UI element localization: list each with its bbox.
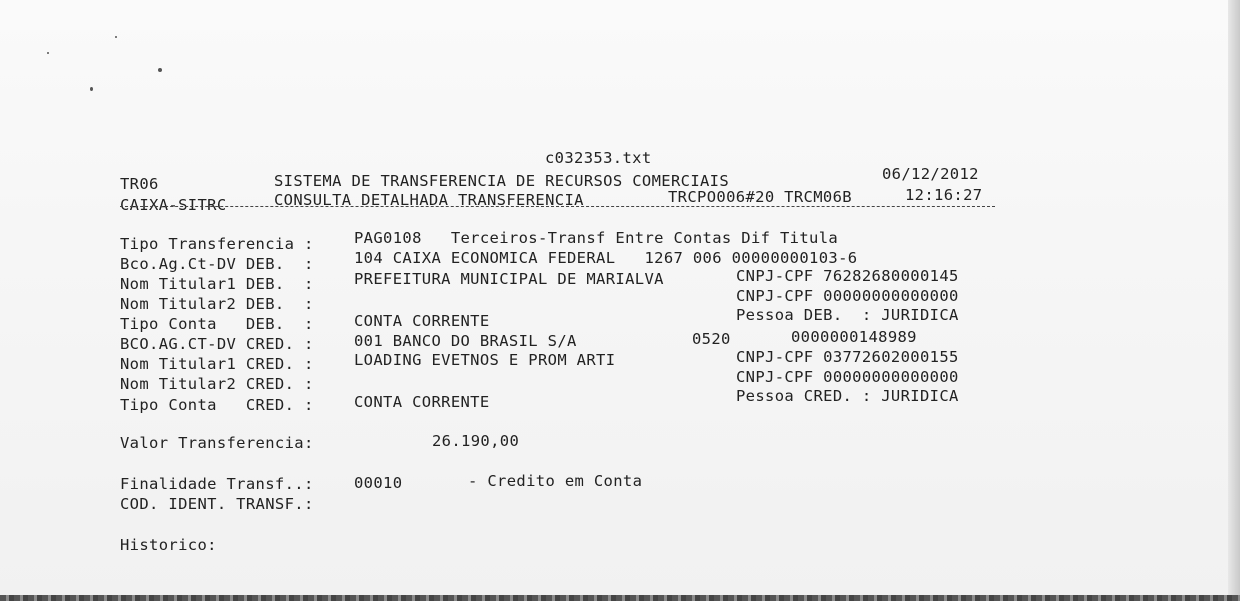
dashed-separator: [120, 206, 995, 207]
screen-title: CONSULTA DETALHADA TRANSFERENCIA: [274, 191, 584, 209]
bco-deb-label: Bco.Ag.Ct-DV DEB. :: [120, 255, 314, 273]
scan-speck: [90, 87, 93, 91]
cod-ident-label: COD. IDENT. TRANSF.:: [120, 495, 314, 513]
tipo-conta-cred-label: Tipo Conta CRED. :: [120, 396, 314, 414]
tipo-conta-deb-value: CONTA CORRENTE: [354, 312, 490, 330]
bco-cred-value: 001 BANCO DO BRASIL S/A: [354, 332, 577, 350]
tipo-conta-cred-value: CONTA CORRENTE: [354, 393, 490, 411]
paper-right-edge: [1228, 0, 1240, 601]
finalidade-desc: - Credito em Conta: [468, 472, 643, 490]
titular1-cred-label: Nom Titular1 CRED. :: [120, 355, 314, 373]
titular1-deb-cnpj: CNPJ-CPF 76282680000145: [736, 267, 959, 285]
finalidade-code: 00010: [354, 474, 403, 492]
pessoa-cred: Pessoa CRED. : JURIDICA: [736, 387, 959, 405]
bco-cred-label: BCO.AG.CT-DV CRED. :: [120, 335, 314, 353]
filename: c032353.txt: [545, 149, 652, 167]
titular1-cred-value: LOADING EVETNOS E PROM ARTI: [354, 351, 616, 369]
titular2-deb-cnpj: CNPJ-CPF 00000000000000: [736, 287, 959, 305]
header-app: CAIXA-SITRC: [120, 196, 227, 214]
valor-value: 26.190,00: [432, 432, 520, 450]
bco-cred-conta: 0000000148989: [791, 328, 917, 346]
header-date: 06/12/2012: [882, 165, 979, 183]
historico-label: Historico:: [120, 536, 217, 554]
header-code: TR06: [120, 175, 159, 193]
bco-cred-agencia: 0520: [692, 330, 731, 348]
titular1-deb-label: Nom Titular1 DEB. :: [120, 275, 314, 293]
valor-label: Valor Transferencia:: [120, 434, 314, 452]
scan-speck: [47, 52, 49, 54]
tipo-conta-deb-label: Tipo Conta DEB. :: [120, 315, 314, 333]
system-title: SISTEMA DE TRANSFERENCIA DE RECURSOS COMERCIAIS: [274, 172, 730, 190]
paper-bottom-edge: [0, 595, 1240, 601]
titular1-cred-cnpj: CNPJ-CPF 03772602000155: [736, 348, 959, 366]
scan-speck: [115, 36, 117, 38]
transaction-code: TRCPO006#20 TRCM06B: [668, 188, 852, 206]
titular2-cred-label: Nom Titular2 CRED. :: [120, 375, 314, 393]
titular1-deb-value: PREFEITURA MUNICIPAL DE MARIALVA: [354, 270, 664, 288]
titular2-cred-cnpj: CNPJ-CPF 00000000000000: [736, 368, 959, 386]
tipo-transferencia-value: PAG0108 Terceiros-Transf Entre Contas Dif Titula: [354, 229, 839, 247]
titular2-deb-label: Nom Titular2 DEB. :: [120, 295, 314, 313]
tipo-transferencia-label: Tipo Transferencia :: [120, 235, 314, 253]
pessoa-deb: Pessoa DEB. : JURIDICA: [736, 306, 959, 324]
bco-deb-value: 104 CAIXA ECONOMICA FEDERAL 1267 006 00000000103-6: [354, 249, 858, 267]
header-time: 12:16:27: [905, 186, 983, 204]
scan-speck: [158, 68, 162, 72]
finalidade-label: Finalidade Transf..:: [120, 475, 314, 493]
